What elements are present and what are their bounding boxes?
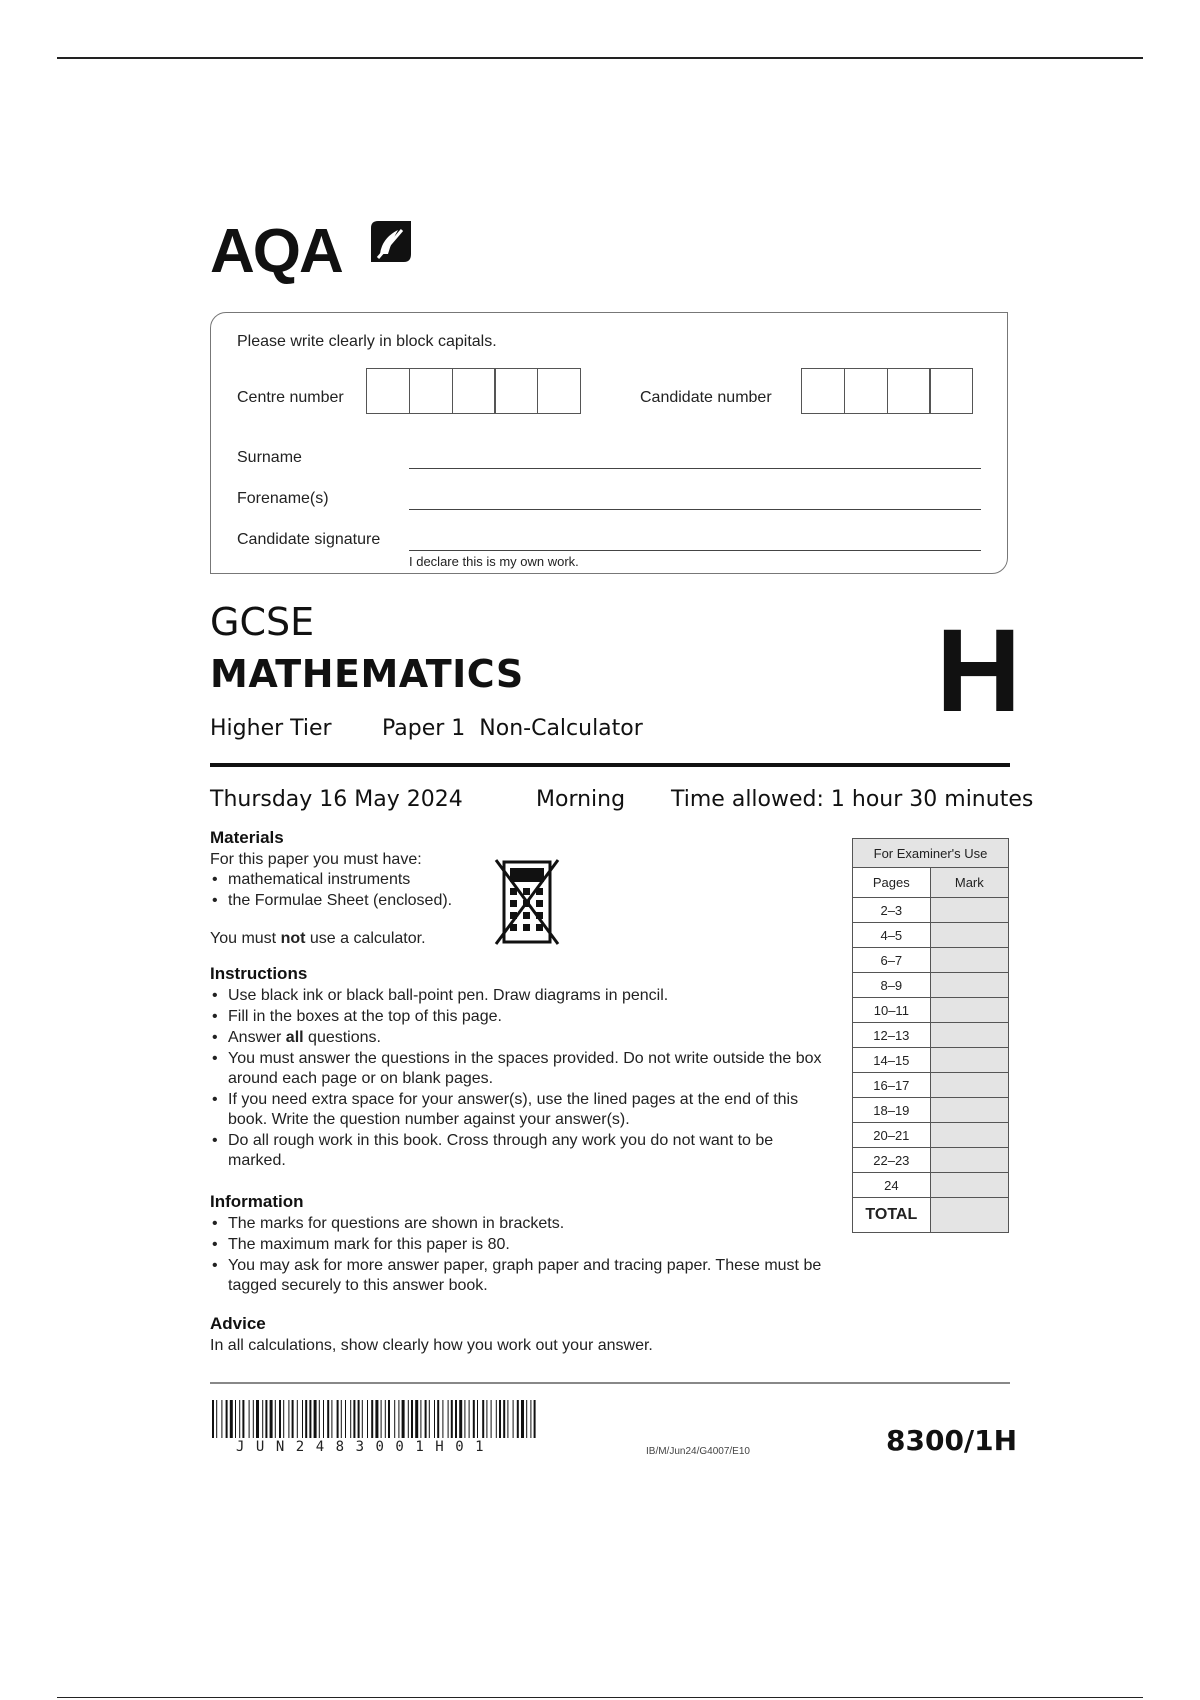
signature-line[interactable] [409,550,981,551]
list-item [210,1028,830,1048]
barcode-bar [388,1400,390,1438]
table-row [853,1023,1009,1048]
information-list [210,1214,830,1296]
table-row [853,1098,1009,1123]
list-item: • Use black ink or black ball-point pen. Draw diagrams in pencil. [210,986,830,1006]
barcode-bar [473,1400,475,1438]
barcode-bar [253,1400,254,1438]
barcode-bar [327,1400,329,1438]
total-row [853,1198,1009,1233]
barcode-bar [350,1400,351,1438]
candidate-details-box [210,312,1008,574]
barcode-bar [345,1400,346,1438]
exam-date: Thursday 16 May 2024 [210,787,463,812]
barcode-bar [367,1400,368,1438]
mark-column-header: Mark [930,868,1008,898]
pages-cell: 4–5 [853,923,931,948]
pages-cell: 18–19 [853,1098,931,1123]
candidate-digit-box[interactable] [929,368,973,414]
list-item: • If you need extra space for your answer(s), use the lined pages at the end of this book. Write the question number against your answer(s). [210,1090,830,1130]
barcode-bar [425,1400,427,1438]
barcode-bar [464,1400,465,1438]
barcode-bar [375,1400,378,1438]
barcode-bar [323,1400,324,1438]
barcode-bar [534,1400,536,1438]
barcode-bar [226,1400,228,1438]
barcode-bar [331,1400,332,1438]
pages-cell: 20–21 [853,1123,931,1148]
barcode-bar [402,1400,405,1438]
barcode-bar [499,1400,501,1438]
total-mark-cell [930,1198,1008,1233]
candidate-digit-box[interactable] [801,368,845,414]
table-row [853,1048,1009,1073]
list-item: • mathematical instruments [210,870,830,890]
barcode-bar [337,1400,339,1438]
list-item: • You must answer the questions in the spaces provided. Do not write outside the box around each page or on blank pages. [210,1049,830,1089]
advice-heading: Advice [210,1314,266,1333]
list-item: • The marks for questions are shown in brackets. [210,1214,830,1234]
materials-heading: Materials [210,828,284,847]
barcode-bar [513,1400,514,1438]
information-section [210,1192,830,1297]
signature-label: Candidate signature [237,531,381,548]
barcode-bar [235,1400,236,1438]
item-emphasis: all [285,1029,304,1046]
barcode-bar [314,1400,317,1438]
table-row [853,973,1009,998]
mark-cell [930,1023,1008,1048]
centre-digit-box[interactable] [366,368,410,414]
pages-cell: 22–23 [853,1148,931,1173]
block-capitals-instruction: Please write clearly in block capitals. [237,333,497,350]
mark-cell [930,898,1008,923]
item-prefix: Answer [228,1029,286,1046]
paper-label: Paper 1 Non-Calculator [382,716,643,741]
barcode-bar [341,1400,342,1438]
barcode-bar [398,1400,399,1438]
mark-cell [930,1148,1008,1173]
barcode-bar [305,1400,307,1438]
barcode-bar [319,1400,320,1438]
exam-session: Morning [536,787,626,812]
barcode-bar [455,1400,457,1438]
reference-code: IB/M/Jun24/G4007/E10 [646,1446,750,1457]
mark-cell [930,1073,1008,1098]
barcode-bar [530,1400,531,1438]
pages-cell: 24 [853,1173,931,1198]
barcode-bar [469,1400,470,1438]
centre-number-label: Centre number [237,389,344,406]
barcode-bar [496,1400,497,1438]
barcode-bar [256,1400,259,1438]
table-row [853,948,1009,973]
list-item: • Fill in the boxes at the top of this page. [210,1007,830,1027]
pages-cell: 8–9 [853,973,931,998]
barcode-bar [216,1400,217,1438]
barcode-bar [358,1400,360,1438]
barcode-bar [288,1400,289,1438]
instructions-section [210,964,830,1172]
barcode-bar [517,1400,519,1438]
barcode-bar [503,1400,505,1438]
barcode-bar [451,1400,453,1438]
barcode-bar [353,1400,355,1438]
barcode-bar [408,1400,409,1438]
barcode-bar [415,1400,418,1438]
calc-rule-prefix: You must [210,930,281,947]
barcode-bar [429,1400,430,1438]
examiner-use-table [852,838,1009,1233]
aqa-logo [210,212,425,292]
information-heading: Information [210,1192,304,1211]
declaration-text: I declare this is my own work. [409,554,579,569]
advice-text: In all calculations, show clearly how you work out your answer. [210,1337,653,1354]
barcode-bar [270,1400,273,1438]
barcode-bar [283,1400,284,1438]
materials-intro: For this paper you must have: [210,851,422,868]
barcode-bar [442,1400,443,1438]
list-item: • Do all rough work in this book. Cross through any work you do not want to be marked. [210,1131,830,1171]
no-calculator-icon [494,858,560,946]
barcode [212,1400,538,1438]
mark-cell [930,973,1008,998]
barcode-bar [212,1400,214,1438]
tier-label: Higher Tier [210,716,332,741]
barcode-bar [437,1400,439,1438]
pages-cell: 6–7 [853,948,931,973]
barcode-bar [230,1400,233,1438]
candidate-digit-box[interactable] [844,368,888,414]
header-divider [210,763,1010,767]
forenames-label: Forename(s) [237,490,329,507]
logo-text: AQA [210,217,342,286]
pages-cell: 16–17 [853,1073,931,1098]
subject-title: MATHEMATICS [210,652,524,696]
barcode-bar [262,1400,263,1438]
barcode-bar [242,1400,244,1438]
mark-cell [930,923,1008,948]
list-item: • the Formulae Sheet (enclosed). [210,891,830,911]
barcode-bar [507,1400,508,1438]
footer-divider [210,1382,1010,1384]
barcode-bar [239,1400,240,1438]
barcode-bar [521,1400,524,1438]
paper-code: 8300/1H [886,1424,1018,1457]
barcode-text: JUN2483001H01 [236,1439,496,1455]
surname-line[interactable] [409,468,981,469]
barcode-bar [292,1400,294,1438]
barcode-bar [459,1400,462,1438]
barcode-bar [411,1400,413,1438]
surname-label: Surname [237,449,302,466]
mark-cell [930,998,1008,1023]
candidate-number-label: Candidate number [640,389,772,406]
barcode-bar [249,1400,250,1438]
barcode-bar [302,1400,303,1438]
centre-digit-box[interactable] [537,368,581,414]
list-item: • You may ask for more answer paper, graph paper and tracing paper. These must be tagged securely to this answer book. [210,1256,830,1296]
barcode-bar [385,1400,386,1438]
barcode-bar [491,1400,492,1438]
candidate-number-boxes[interactable] [801,368,972,414]
tier-letter: H [936,605,1022,737]
barcode-bar [362,1400,363,1438]
mark-cell [930,948,1008,973]
mark-cell [930,1098,1008,1123]
barcode-bar [371,1400,373,1438]
barcode-bar [526,1400,527,1438]
barcode-bar [275,1400,276,1438]
barcode-bar [297,1400,298,1438]
table-row [853,1123,1009,1148]
centre-digit-box[interactable] [409,368,453,414]
examiner-table-title: For Examiner's Use [853,839,1009,868]
barcode-bar [486,1400,487,1438]
instructions-list [210,986,830,1171]
barcode-bar [448,1400,449,1438]
advice-section [210,1314,830,1356]
table-row [853,1148,1009,1173]
instructions-heading: Instructions [210,964,308,983]
mark-cell [930,1048,1008,1073]
table-row [853,1073,1009,1098]
barcode-bar [381,1400,382,1438]
barcode-bar [420,1400,421,1438]
barcode-bar [482,1400,484,1438]
mark-cell [930,1173,1008,1198]
barcode-bar [221,1400,222,1438]
forenames-line[interactable] [409,509,981,510]
table-row [853,998,1009,1023]
qualification-title: GCSE [210,600,315,644]
table-row [853,923,1009,948]
mark-cell [930,1123,1008,1148]
centre-number-boxes[interactable] [366,368,580,414]
centre-digit-box[interactable] [494,368,538,414]
calc-rule-emphasis: not [280,930,306,947]
barcode-bar [265,1400,267,1438]
centre-digit-box[interactable] [452,368,496,414]
total-label: TOTAL [853,1198,931,1233]
barcode-bar [394,1400,395,1438]
barcode-bar [434,1400,435,1438]
pages-cell: 2–3 [853,898,931,923]
time-allowed: Time allowed: 1 hour 30 minutes [671,787,1034,812]
item-suffix: questions. [303,1029,381,1046]
pages-cell: 10–11 [853,998,931,1023]
barcode-bar [477,1400,478,1438]
barcode-bar [309,1400,311,1438]
candidate-digit-box[interactable] [887,368,931,414]
list-item: • The maximum mark for this paper is 80. [210,1235,830,1255]
bottom-page-rule [57,1697,1143,1698]
calc-rule-suffix: use a calculator. [305,930,426,947]
pages-cell: 12–13 [853,1023,931,1048]
pages-cell: 14–15 [853,1048,931,1073]
barcode-bar [279,1400,281,1438]
logo-leaf-icon [368,218,414,266]
pages-column-header: Pages [853,868,931,898]
table-row [853,1173,1009,1198]
table-row [853,898,1009,923]
